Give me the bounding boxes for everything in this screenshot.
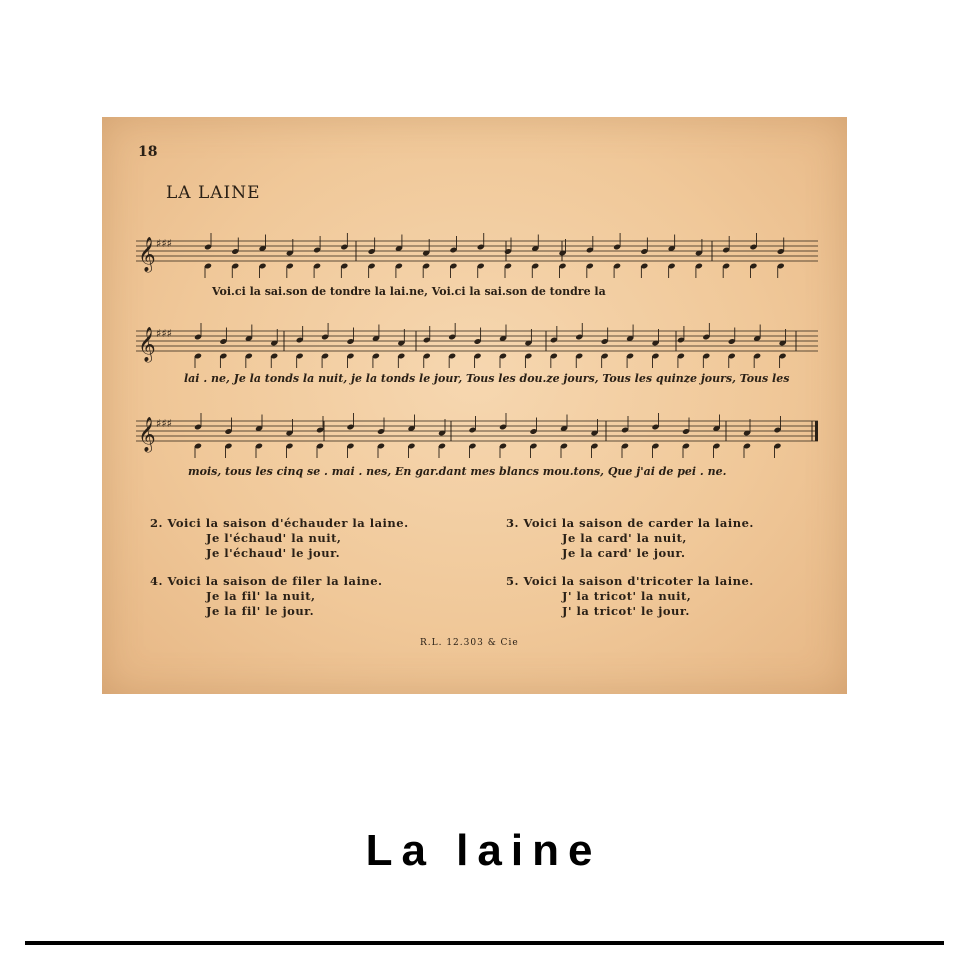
verse-2-line-3: Je l'échaud' le jour.: [206, 546, 341, 560]
lyrics-line-1: Voi.ci la sai.son de tondre la lai.ne, Voi.ci la sai.son de tondre la: [212, 285, 606, 298]
verse-4-line-1: 4. Voici la saison de filer la laine.: [150, 574, 383, 588]
music-staff-1: [136, 227, 826, 281]
verse-3-line-2: Je la card' la nuit,: [562, 531, 687, 545]
key-signature-icon: ♯♯♯: [156, 327, 172, 340]
song-title: LA LAINE: [166, 183, 261, 203]
music-staff-3: [136, 407, 826, 461]
bottom-divider: [25, 941, 944, 945]
treble-clef-icon: 𝄞: [138, 327, 156, 362]
verse-4: [150, 574, 383, 619]
treble-clef-icon: 𝄞: [138, 237, 156, 272]
key-signature-icon: ♯♯♯: [156, 237, 172, 250]
verse-4-line-2: Je la fil' la nuit,: [206, 589, 316, 603]
caption-title: La laine: [365, 826, 602, 875]
publisher-reference: R.L. 12.303 & Cie: [420, 638, 519, 648]
verse-4-line-3: Je la fil' le jour.: [206, 604, 315, 618]
verse-2-line-2: Je l'échaud' la nuit,: [206, 531, 342, 545]
treble-clef-icon: 𝄞: [138, 417, 156, 452]
verse-5: [506, 574, 754, 619]
verse-5-line-3: J' la tricot' le jour.: [562, 604, 690, 618]
verse-3-line-3: Je la card' le jour.: [562, 546, 686, 560]
music-staff-2: [136, 317, 826, 371]
verse-5-line-1: 5. Voici la saison d'tricoter la laine.: [506, 574, 754, 588]
verse-3: [506, 516, 754, 561]
final-bar-thick: [815, 421, 818, 441]
key-signature-icon: ♯♯♯: [156, 417, 172, 430]
lyrics-line-2: lai . ne, Je la tonds la nuit, je la tonds le jour, Tous les dou.ze jours, Tous les quinze jours, Tous les: [184, 372, 790, 385]
page-number: 18: [138, 144, 158, 160]
lyrics-line-3: mois, tous les cinq se . mai . nes, En gar.dant mes blancs mou.tons, Que j'ai de pei . ne.: [188, 465, 727, 478]
verse-2: [150, 516, 409, 561]
scanned-sheet-music-page: [102, 117, 847, 694]
verse-3-line-1: 3. Voici la saison de carder la laine.: [506, 516, 754, 530]
verse-5-line-2: J' la tricot' la nuit,: [562, 589, 692, 603]
verse-2-line-1: 2. Voici la saison d'échauder la laine.: [150, 516, 409, 530]
